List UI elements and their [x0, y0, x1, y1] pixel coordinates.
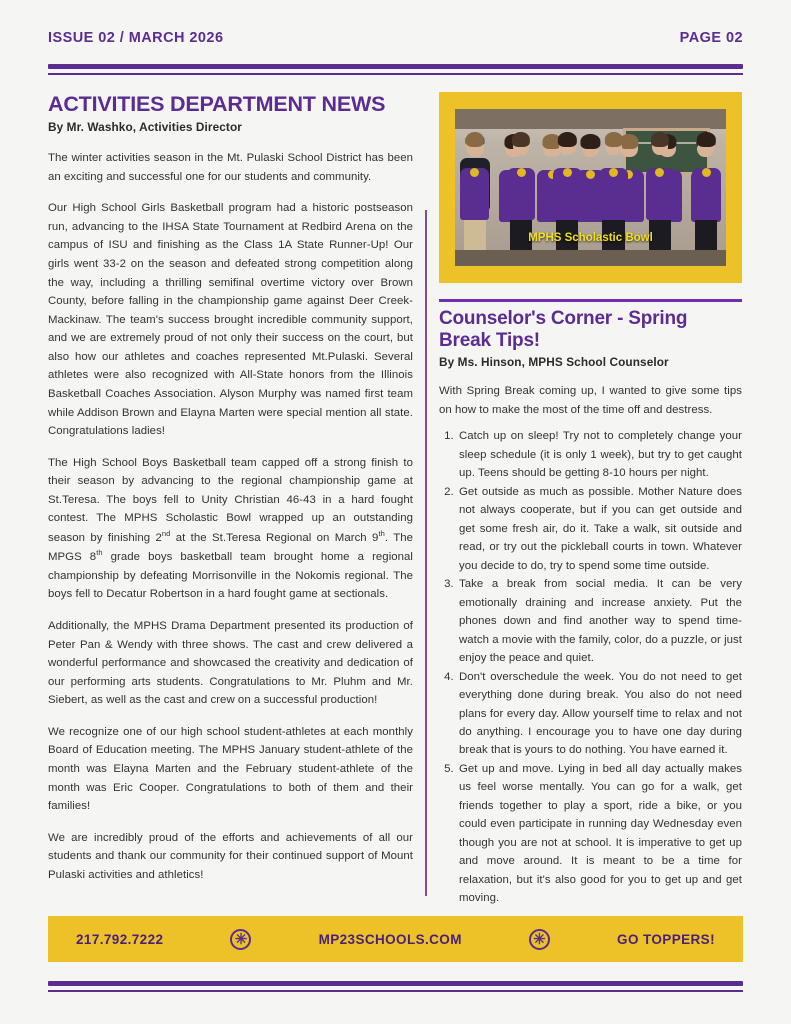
boys-text-part-4: grade boys basketball team brought home a regional championship by defeating Morrisonville in the Nokomis regional. The boys fell to Decatur Robertson in a hard fought game at sectionals.	[48, 551, 414, 601]
activities-paragraph: Additionally, the MPHS Drama Department presented its production of Peter Pan & Wendy with three shows. The cast and crew delivered a wonderful performance and showcased the creativity and dedication of our performing arts students. Congratulations to Mr. Pluhm and Mr. Siebert, as well as the cast and crew on a successful production!	[48, 619, 413, 707]
boys-text-part-3: . The MPGS 8	[48, 531, 413, 564]
scholastic-bowl-photo	[455, 109, 726, 266]
list-item: 1. Catch up on sleep! Try not to completely change your sleep schedule (it is only 1 week), but try to get caught up. Teens should be getting 8-10 hours per night.	[457, 427, 742, 482]
list-item: 2. Get outside as much as possible. Mother Nature does not always cooperate, but if you can get outside and get some fresh air, do it. Take a walk, sit outside and read, or try out the pickleball courts in town. Whatever you decide to do, try to spend some time outside.	[457, 483, 742, 575]
counselor-byline: By Ms. Hinson, MPHS School Counselor	[439, 355, 669, 370]
asterisk-icon: ✳	[230, 929, 251, 950]
counselor-rule	[439, 299, 742, 302]
spring-break-tips-list	[439, 427, 742, 907]
activities-column	[48, 92, 425, 906]
activities-byline: By Mr. Washko, Activities Director	[48, 120, 242, 135]
activities-paragraph: The winter activities season in the Mt. Pulaski School District has been an exciting and successful one for our students and community.	[48, 152, 413, 183]
footer-contact-bar	[48, 916, 743, 962]
list-item: 5. Get up and move. Lying in bed all day actually makes us feel worse mentally. You can go for a walk, get friends together to play a sport, ride a bike, or you could even participate in running day Wednesday even though you are not at school. It is imperative to get up and move around. It is meant to be a time for relaxation, but it's also good for you to get up and get moving.	[457, 760, 742, 908]
footer-phone[interactable]: 217.792.7222	[76, 931, 164, 947]
scholastic-bowl-photo-frame	[439, 92, 742, 283]
list-item: 4. Don't overschedule the week. You do not need to get everything done during break. You also do not need plans for every day. Allow yourself time to relax and not do anything. I encourage you to have one day during break that is yours to do nothing. You have earned it.	[457, 668, 742, 760]
ordinal-suffix-2nd: nd	[161, 529, 171, 539]
activities-paragraph: We are incredibly proud of the efforts and achievements of all our students and thank our community for their continued support of Mount Pulaski activities and athletics!	[48, 831, 413, 881]
photo-wall-bottom	[455, 250, 726, 266]
footer-slogan: GO TOPPERS!	[617, 931, 715, 947]
counselor-intro: With Spring Break coming up, I wanted to give some tips on how to make the most of the time off and destress.	[439, 385, 742, 416]
page-number-label: PAGE 02	[679, 30, 743, 46]
header-rule	[48, 64, 743, 75]
footer-website[interactable]: MP23SCHOOLS.COM	[318, 931, 462, 947]
ordinal-suffix-8th: th	[96, 548, 103, 558]
activities-paragraph-boys-basketball	[48, 454, 413, 604]
header-rule-thin	[48, 73, 743, 75]
boys-text-part-1: The High School Boys Basketball team capped off a strong finish to their season by advancing to the regional championship game at St.Teresa. The boys fell to Unity Christian 46-43 in a hard fought contest. The MPHS Scholastic Bowl wrapped up an outstanding season by finishing 2	[48, 456, 413, 544]
activities-title: ACTIVITIES DEPARTMENT NEWS	[48, 92, 386, 116]
photo-caption: MPHS Scholastic Bowl	[528, 232, 653, 245]
activities-paragraph: Our High School Girls Basketball program had a historic postseason run, advancing to the IHSA State Tournament at Redbird Arena on the campus of ISU and finishing as the Class 1A State Runner-Up! Our girls went 33-2 on the season and defeated strong competition along the way, including a thrilling semifinal overtime victory over Brown County, before falling in the championship game against Deer Creek-Mackinaw. The team's success brought incredible community support, and we are extremely proud of not only their success on the court, but also how our athletes and coaches represented Mt.Pulaski. Several athletes were also recognized with All-State honors from the Illinois Basketball Coaches Association. Alyson Murphy was named first team while Addison Brown and Elayna Marten were special mention all state. Congratulations ladies!	[48, 202, 413, 438]
counselor-column	[427, 92, 742, 906]
boys-text-part-2: at the St.Teresa Regional on March 9	[170, 531, 379, 544]
photo-wall-top	[455, 109, 726, 129]
activities-paragraph: We recognize one of our high school student-athletes at each monthly Board of Education meeting. The MPHS January student-athlete of the month was Elayna Marten and the February student-athlete of the month was Eric Cooper. Congratulations to both of them and their families!	[48, 725, 413, 813]
footer-rule-thin	[48, 990, 743, 992]
ordinal-suffix-9th: th	[378, 529, 385, 539]
issue-label: ISSUE 02 / MARCH 2026	[48, 30, 224, 46]
asterisk-icon: ✳	[529, 929, 550, 950]
content-columns	[48, 92, 743, 906]
counselor-title: Counselor's Corner - Spring Break Tips!	[439, 308, 688, 351]
masthead	[48, 0, 743, 46]
list-item: 3. Take a break from social media. It can be very emotionally draining and increase anxiety. Put the phones down and find another way to spend time-watch a movie with the family, color, do a puzzle, or just enjoy the peace and quiet.	[457, 575, 742, 667]
footer-rule	[48, 981, 743, 992]
